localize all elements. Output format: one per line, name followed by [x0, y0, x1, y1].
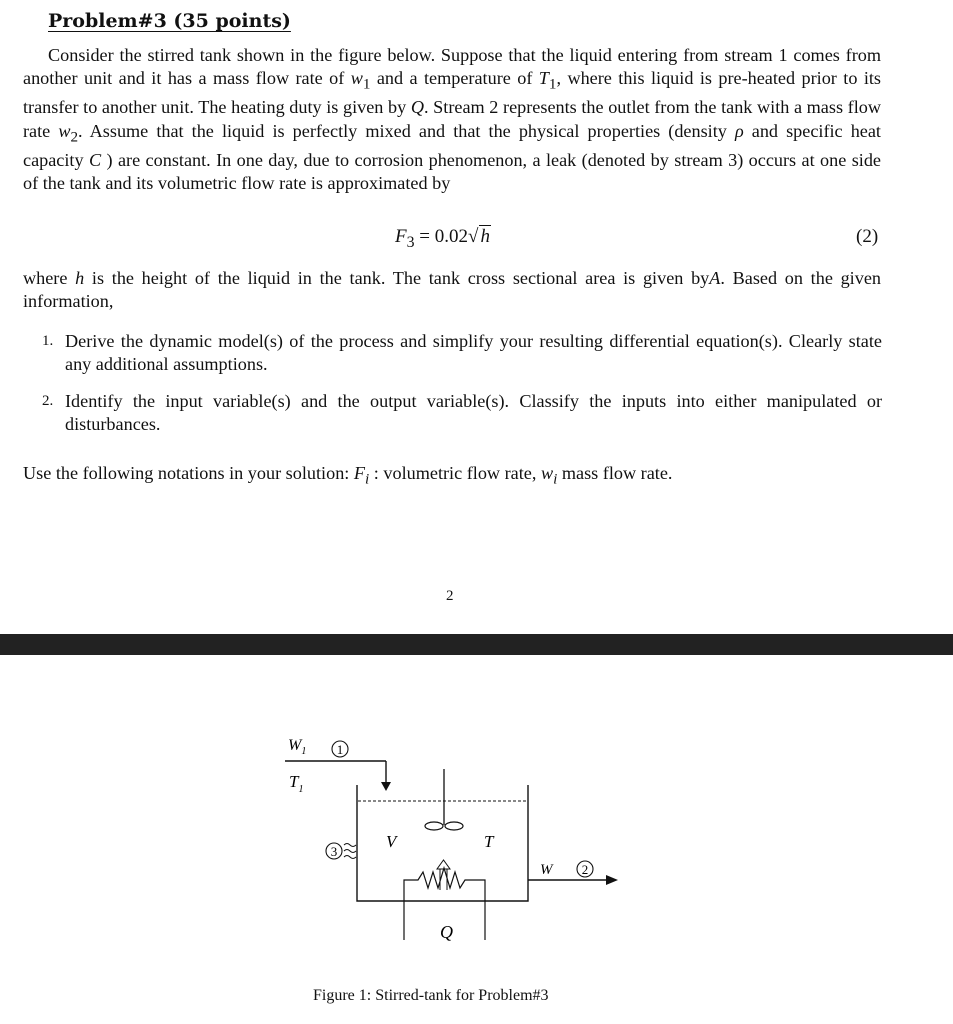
leak-crack-icon — [344, 844, 356, 859]
page-number: 2 — [446, 588, 454, 604]
inlet-arrowhead — [381, 782, 391, 791]
problem-paragraph-1: Consider the stirred tank shown in the figure below. Suppose that the liquid entering from stream 1 comes from another unit and it has a mass flow rate of $w_1$ and a temperature of $T_1$, where this liquid is pre-heated prior to its transfer to another unit. The heating duty is given by Q. Stream 2 represents the outlet from the tank with a mass flow rate $w_2$. Assume that the liquid is perfectly mixed and that the physical properties (density ρ and specific heat capacity C ) are constant. In one day, due to corrosion phenomenon, a leak (denoted by stream 3) occurs at one side of the tank and its volumetric flow rate is approximated by — [23, 45, 882, 194]
figure-caption: Figure 1: Stirred-tank for Problem#3 — [313, 987, 549, 1004]
equation-2 — [0, 226, 953, 254]
stream-2-number: 2 — [581, 862, 589, 877]
notation-note: Use the following notations in your solution: $F_i$ : volumetric flow rate, $w_i$ mass flow rate. — [23, 463, 673, 488]
label-v: V — [386, 832, 397, 851]
label-t: T — [484, 832, 494, 851]
impeller-blade-left — [425, 822, 443, 830]
page-divider — [0, 634, 953, 655]
problem-title: Problem#3 (35 points) — [48, 10, 291, 32]
outlet-arrowhead — [606, 875, 618, 885]
impeller-blade-right — [445, 822, 463, 830]
equation-number: (2) — [856, 226, 879, 247]
label-q: Q — [440, 922, 453, 942]
stream-1-number: 1 — [336, 742, 344, 757]
list-item-number: 1. — [42, 333, 54, 349]
stirred-tank-figure — [0, 655, 953, 1024]
list-item-number: 2. — [42, 392, 54, 409]
label-t1: $T_1$ — [289, 772, 304, 795]
list-item-text: Identify the input variable(s) and the output variable(s). Classify the inputs into either manipulated or disturbances. — [65, 390, 882, 435]
list-item-text: Derive the dynamic model(s) of the process and simplify your resulting differential equation(s). Clearly state any additional assumptions. — [65, 331, 882, 375]
label-w: W — [540, 862, 553, 878]
leak-flow-equation: $F_3 = 0.02√$ h — [395, 226, 490, 251]
task-list — [42, 330, 882, 450]
problem-paragraph-2: where h is the height of the liquid in the tank. The tank cross sectional area is given byA. Based on the given information, — [23, 268, 881, 312]
stream-3-number: 3 — [330, 844, 338, 859]
label-w1: $W_1$ — [288, 737, 307, 757]
list-item — [42, 330, 882, 377]
list-item — [42, 390, 882, 437]
tank-wall — [357, 785, 528, 901]
